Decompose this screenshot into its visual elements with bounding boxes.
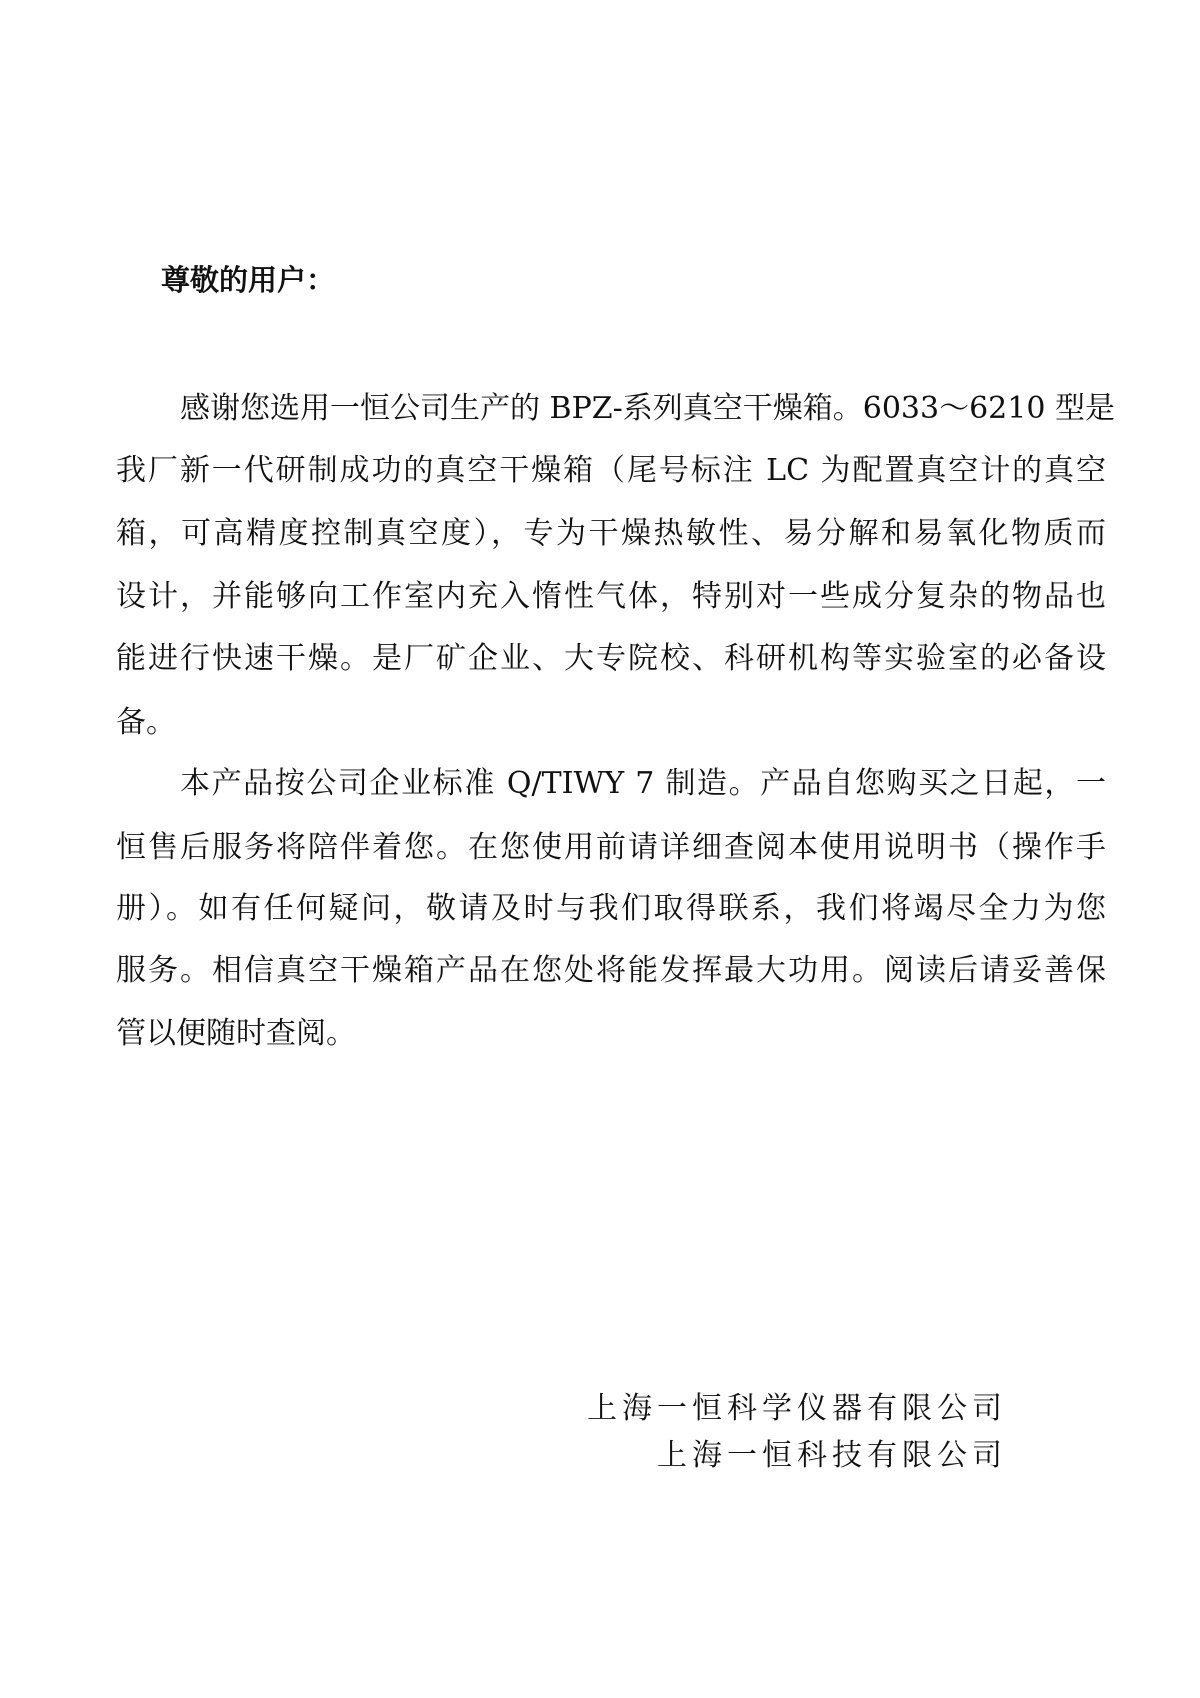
paragraph-line: 感谢您选用一恒公司生产的 BPZ-系列真空干燥箱。6033～6210 型是	[180, 391, 1115, 426]
paragraph-line: 我厂新一代研制成功的真空干燥箱（尾号标注 LC 为配置真空计的真空	[116, 453, 1106, 488]
paragraph-line: 服务。相信真空干燥箱产品在您处将能发挥最大功用。阅读后请妥善保	[116, 953, 1106, 988]
paragraph-line: 备。	[116, 705, 176, 740]
signature-company-technology: 上海一恒科技有限公司	[657, 1438, 1007, 1473]
paragraph-line: 册）。如有任何疑问，敬请及时与我们取得联系，我们将竭尽全力为您	[116, 891, 1106, 926]
paragraph-line: 恒售后服务将陪伴着您。在您使用前请详细查阅本使用说明书（操作手	[116, 830, 1106, 865]
paragraph-line: 设计，并能够向工作室内充入惰性气体，特别对一些成分复杂的物品也	[116, 579, 1106, 614]
signature-company-instruments: 上海一恒科学仪器有限公司	[587, 1391, 1007, 1426]
greeting: 尊敬的用户：	[161, 263, 336, 297]
paragraph-line: 管以便随时查阅。	[116, 1016, 356, 1051]
paragraph-line: 箱，可高精度控制真空度），专为干燥热敏性、易分解和易氧化物质而	[116, 516, 1106, 551]
paragraph-line: 能进行快速干燥。是厂矿企业、大专院校、科研机构等实验室的必备设	[116, 641, 1106, 676]
paragraph-line: 本产品按公司企业标准 Q/TIWY 7 制造。产品自您购买之日起，一	[180, 766, 1106, 801]
